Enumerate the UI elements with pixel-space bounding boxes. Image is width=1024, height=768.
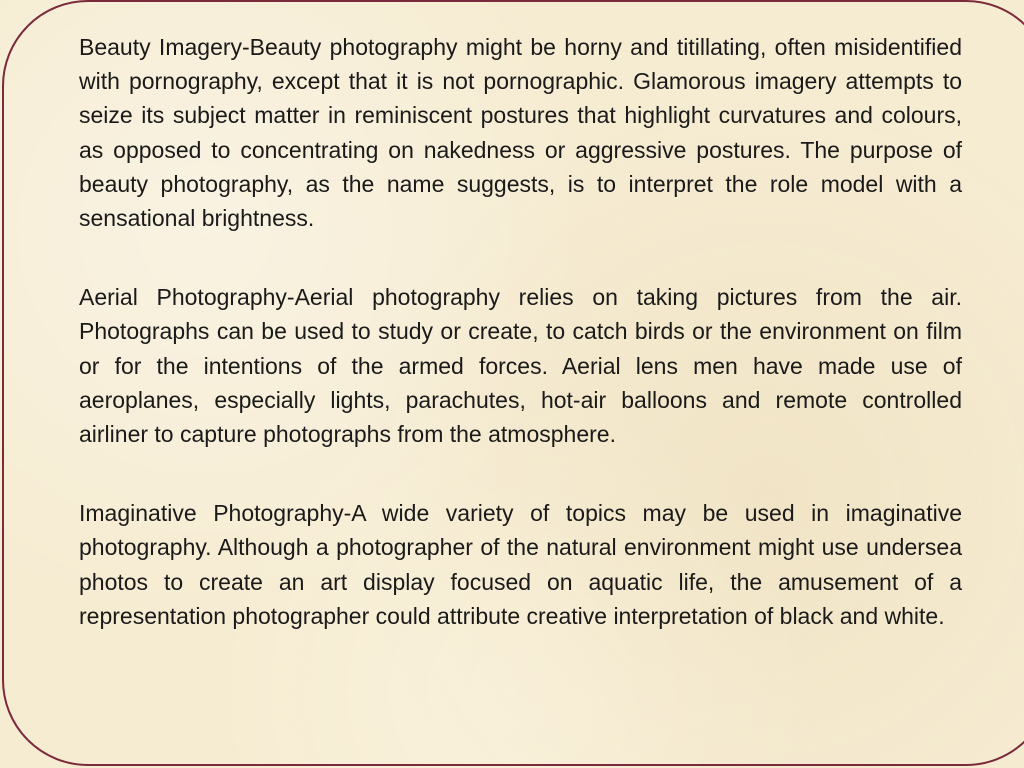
paragraph-imaginative-photography: Imaginative Photography-A wide variety of topics may be used in imaginative photography. Although a photographer of the natural environment might use undersea photos to create an art display focused on aquatic life, the amusement of a representation photographer could attribute creative interpretation of black and white. — [79, 500, 962, 629]
paragraph-aerial-photography: Aerial Photography-Aerial photography relies on taking pictures from the air. Photographs can be used to study or create, to catch birds or the environment on film or for the intentions of the armed forces. Aerial lens men have made use of aeroplanes, especially lights, parachutes, hot-air balloons and remote controlled airliner to capture photographs from the atmosphere. — [79, 284, 962, 448]
slide-content — [79, 30, 962, 633]
paragraph-beauty-imagery: Beauty Imagery-Beauty photography might be horny and titillating, often misidentified with pornography, except that it is not pornographic. Glamorous imagery attempts to seize its subject matter in reminiscent postures that highlight curvatures and colours, as opposed to concentrating on nakedness or aggressive postures. The purpose of beauty photography, as the name suggests, is to interpret the role model with a sensational brightness. — [79, 34, 962, 232]
